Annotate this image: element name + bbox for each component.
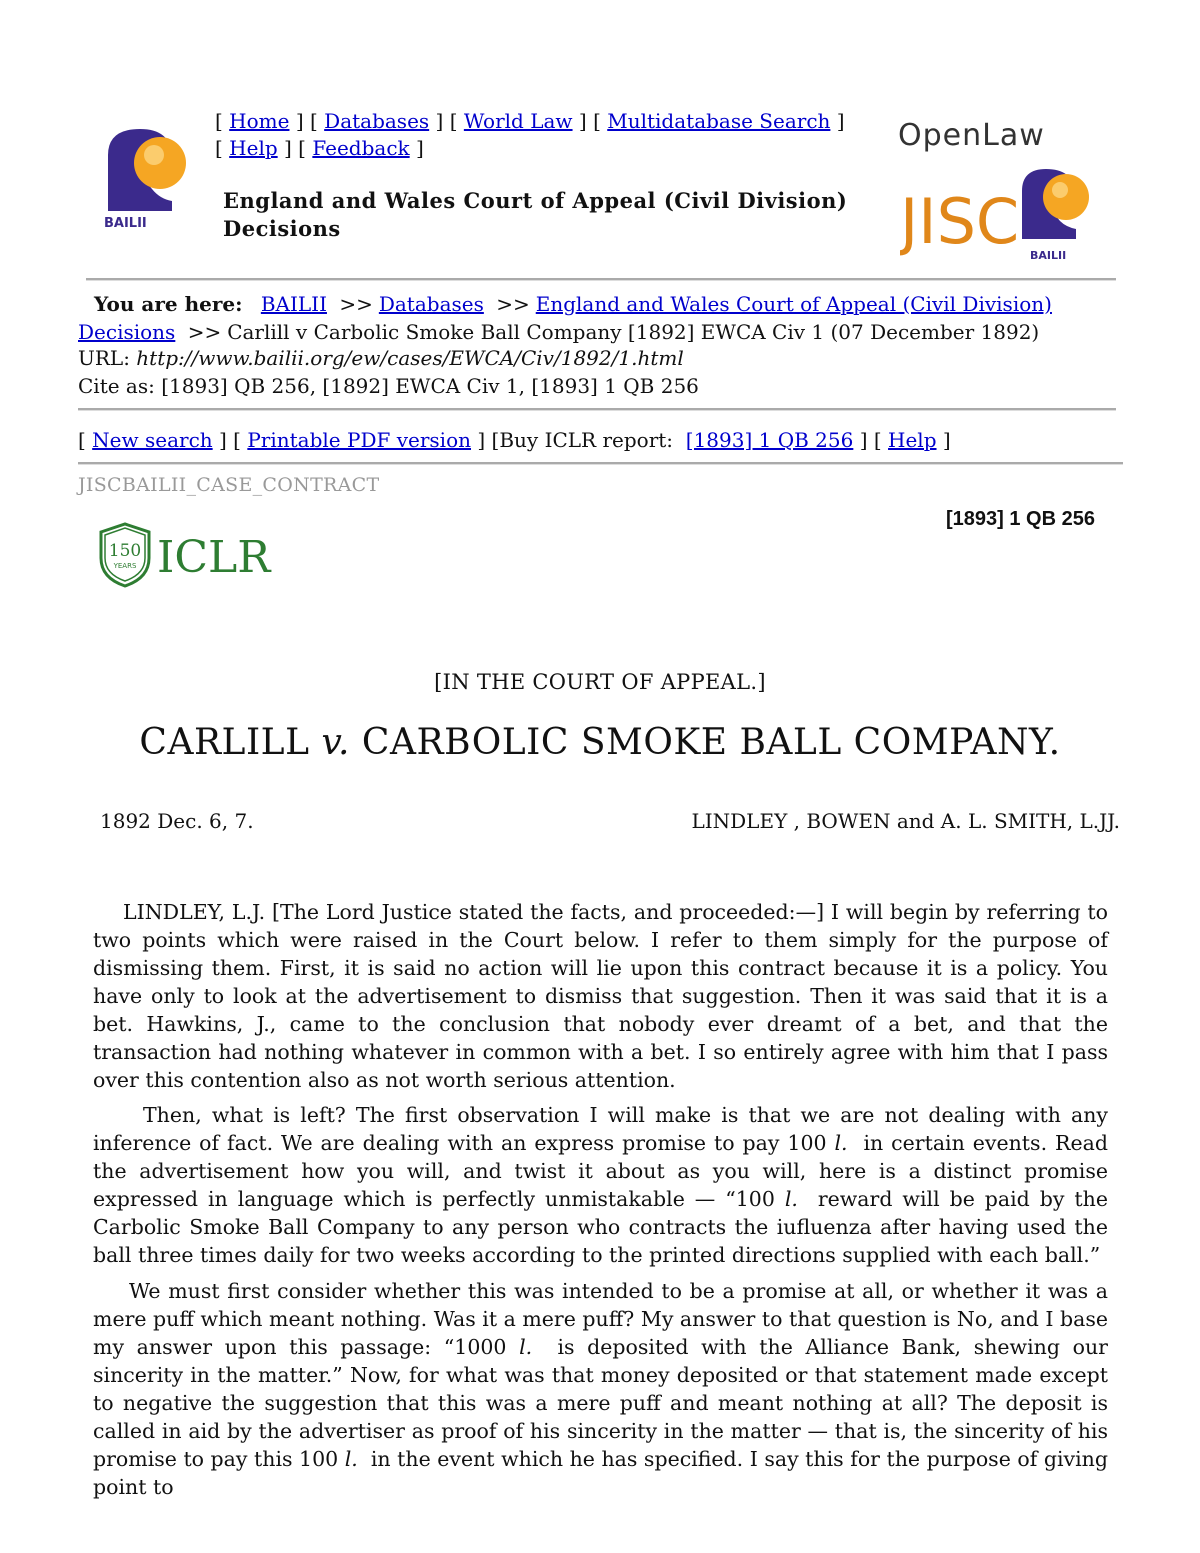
top-nav-row-2: [ Help ] [ Feedback ] — [215, 136, 424, 160]
jisc-bailii-text: BAILII — [1030, 249, 1067, 262]
tools-bar: [ New search ] [ Printable PDF version ] [Buy ICLR report: [1893] 1 QB 256 ] [ Help ] — [78, 428, 951, 452]
judgment-paragraph-3 — [93, 1277, 1108, 1501]
iclr-logo — [95, 520, 295, 590]
court-title-line-2: Decisions — [223, 216, 341, 241]
nav-databases-link[interactable]: Databases — [324, 109, 430, 133]
new-search-link[interactable]: New search — [92, 428, 213, 452]
iclr-badge-sub: YEARS — [113, 562, 137, 570]
cite-label: Cite as: — [78, 374, 155, 398]
iclr-badge-number: 150 — [108, 541, 142, 561]
bailii-logo-text: BAILII — [104, 216, 147, 231]
paragraph-2-part-c: reward will be paid by the Carbolic Smoke Ball Company to any person who contracts the iufluenza after having used the ball three times daily for two weeks according to the printed directions supplied with each ball.” — [93, 1187, 1108, 1267]
paragraph-3-part-b: is deposited with the Alliance Bank, shewing our sincerity in the matter.” Now, for what was that money deposited or that statement made except to negative the suggestion that this was a mere puff and meant nothing at all? The deposit is called in aid by the advertiser as proof of his sincerity in the matter — that is, the sincerity of his promise to pay this 100 — [93, 1335, 1108, 1471]
paragraph-2-part-a: Then, what is left? The first observation I will make is that we are not dealing with any inference of fact. We are dealing with an express promise to pay 100 — [93, 1103, 1108, 1155]
pound-symbol: l. — [834, 1131, 848, 1155]
judgment-paragraph-1: LINDLEY, L.J. [The Lord Justice stated the facts, and proceeded:—] I will begin by referring to two points which were raised in the Court below. I refer to them simply for the purpose of dismissing them. First, it is said no action will lie upon this contract because it is a policy. You have only to look at the advertisement to dismiss that suggestion. Then it was said that it is a bet. Hawkins, J., came to the conclusion that nobody ever dreamt of a bet, and that the transaction had nothing whatever in common with a bet. I so entirely agree with him that I pass over this contention also as not worth serious attention. — [93, 900, 1108, 1092]
breadcrumb: You are here: BAILII >> Databases >> England and Wales Court of Appeal (Civil Division) Decisions >> Carlill v Carbolic Smoke Ball Company [1892] EWCA Civ 1 (07 December 1892) — [78, 292, 1052, 344]
hearing-date: 1892 Dec. 6, 7. — [100, 809, 254, 833]
breadcrumb-court-line-2: Decisions — [78, 320, 176, 344]
url-label: URL: — [78, 346, 130, 370]
breadcrumb-label: You are here: — [94, 292, 243, 316]
url-line — [78, 346, 684, 370]
judgment-paragraph-2 — [93, 1101, 1108, 1269]
jisc-bailii-logo — [900, 165, 1110, 265]
jisc-case-code: JISCBAILII_CASE_CONTRACT — [78, 474, 380, 496]
jisc-logo-text: JISC — [900, 185, 1020, 258]
breadcrumb-divider — [78, 408, 1116, 411]
case-title — [0, 722, 1200, 763]
breadcrumb-court-line-1: England and Wales Court of Appeal (Civil Division) — [535, 292, 1052, 316]
paragraph-3-part-c: in the event which he has specified. I say this for the purpose of giving point to — [93, 1447, 1108, 1499]
paragraph-3-part-a: We must first consider whether this was intended to be a promise at all, or whether it was a mere puff which meant nothing. Was it a mere puff? My answer to that question is No, and I base my answer upon this passage: “1000 — [93, 1279, 1108, 1359]
nav-world-law-link[interactable]: World Law — [463, 109, 573, 133]
cite-value: [1893] QB 256, [1892] EWCA Civ 1, [1893] 1 QB 256 — [161, 374, 699, 398]
cite-line — [78, 374, 699, 398]
breadcrumb-databases-link[interactable]: Databases — [378, 292, 484, 316]
paragraph-2-part-b: in certain events. Read the advertisement how you will, and twist it about as you will, here is a distinct promise expressed in language which is perfectly unmistakable — “100 — [93, 1131, 1108, 1211]
nav-help-link[interactable]: Help — [229, 136, 278, 160]
buy-iclr-label: [Buy ICLR report: — [491, 428, 674, 452]
header-divider — [86, 278, 1116, 281]
court-title — [223, 187, 883, 243]
openlaw-logo: OpenLaw — [898, 118, 1045, 153]
court-heading: [IN THE COURT OF APPEAL.] — [434, 670, 766, 694]
breadcrumb-bailii-link[interactable]: BAILII — [260, 292, 327, 316]
printable-pdf-link[interactable]: Printable PDF version — [247, 428, 471, 452]
iclr-logo-text: ICLR — [157, 532, 271, 583]
bailii-logo — [100, 125, 192, 233]
report-reference: [1893] 1 QB 256 — [946, 508, 1095, 530]
breadcrumb-current: Carlill v Carbolic Smoke Ball Company [1892] EWCA Civ 1 (07 December 1892) — [227, 320, 1040, 344]
case-title-versus: v. — [321, 722, 350, 763]
nav-feedback-link[interactable]: Feedback — [312, 136, 410, 160]
case-title-plaintiff: CARLILL — [139, 722, 310, 763]
tools-divider — [78, 462, 1123, 465]
buy-iclr-link[interactable]: [1893] 1 QB 256 — [685, 428, 854, 452]
pound-symbol: l. — [784, 1187, 798, 1211]
judges: LINDLEY , BOWEN and A. L. SMITH, L.JJ. — [691, 809, 1120, 833]
court-title-line-1: England and Wales Court of Appeal (Civil Division) — [223, 188, 848, 213]
pound-symbol: l. — [519, 1335, 533, 1359]
case-title-defendant: CARBOLIC SMOKE BALL COMPANY. — [361, 722, 1061, 763]
tools-help-link[interactable]: Help — [888, 428, 937, 452]
top-nav-row-1: [ Home ] [ Databases ] [ World Law ] [ Multidatabase Search ] — [215, 109, 845, 133]
url-value: http://www.bailii.org/ew/cases/EWCA/Civ/1892/1.html — [136, 346, 684, 370]
pound-symbol: l. — [344, 1447, 358, 1471]
nav-home-link[interactable]: Home — [229, 109, 290, 133]
nav-multidatabase-search-link[interactable]: Multidatabase Search — [607, 109, 831, 133]
